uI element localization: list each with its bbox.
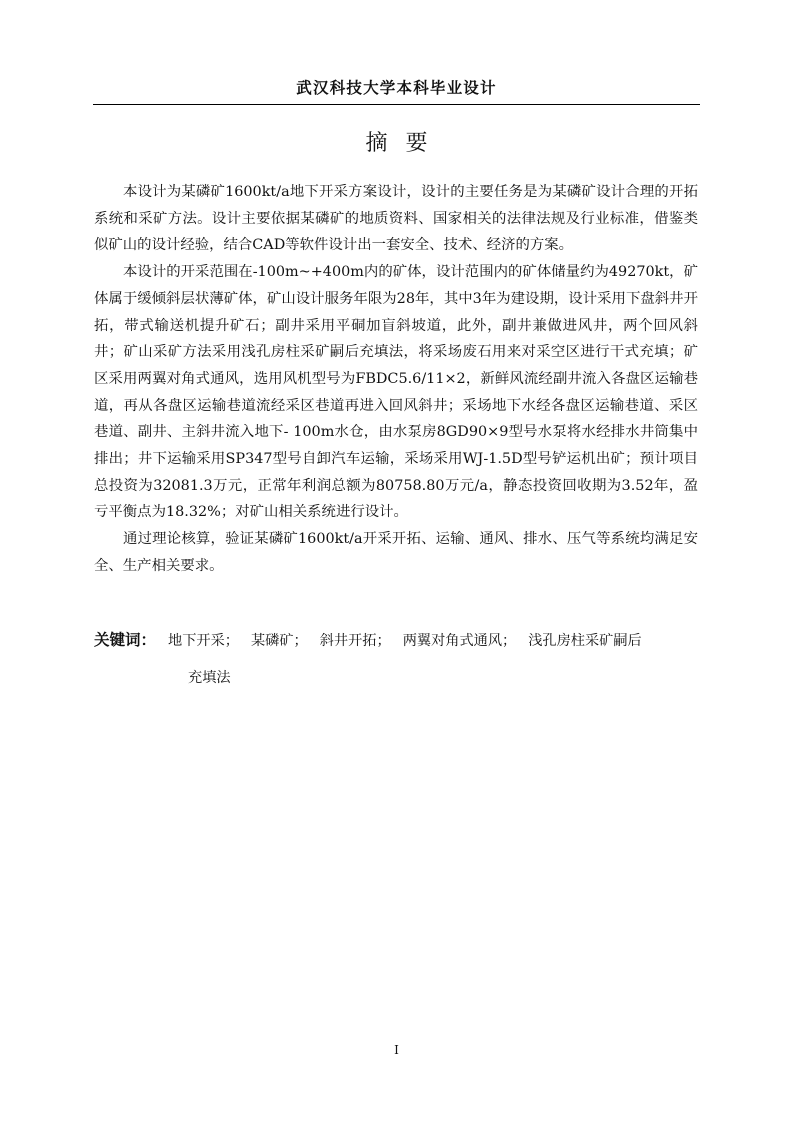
- keywords-label: 关键词：: [94, 631, 157, 649]
- page-number: I: [394, 1043, 399, 1057]
- keyword-item: 地下开采；: [168, 633, 239, 649]
- page-header: [93, 78, 700, 105]
- keywords-row: [94, 627, 700, 654]
- abstract-paragraph-2: 本设计的开采范围在-100m~+400m内的矿体，设计范围内的矿体储量约为49270kt，矿体属于缓倾斜层状薄矿体，矿山设计服务年限为28年，其中3年为建设期，设计采用下盘斜井开拓，带式输送机提升矿石；副井采用平硐加盲斜坡道，此外，副井兼做进风井，两个回风斜井；矿山采矿方法采用浅孔房柱采矿嗣后充填法，将采场废石用来对采空区进行干式充填；矿区采用两翼对角式通风，选用风机型号为FBDC5.6/11×2，新鲜风流经副井流入各盘区运输巷道，再从各盘区运输巷道流经采区巷道再进入回风斜井；采场地下水经各盘区运输巷道、采区巷道、副井、主斜井流入地下- 100m水仓，由水泵房8GD90×9型号水泵将水经排水井筒集中排出；井下运输采用SP347型号自卸汽车运输，采场采用WJ-1.5D型号铲运机出矿；预计项目总投资为32081.3万元，正常年利润总额为80758.80万元/a，静态投资回收期为3.52年，盈亏平衡点为18.32%；对矿山相关系统进行设计。: [94, 264, 698, 521]
- abstract-title: 摘要: [365, 131, 446, 156]
- university-header-text: 武汉科技大学本科毕业设计: [296, 79, 497, 97]
- keyword-item: 斜井开拓；: [319, 633, 391, 649]
- keyword-item: 某磷矿；: [250, 633, 308, 649]
- keywords-section: [94, 627, 700, 691]
- abstract-body: [94, 179, 698, 580]
- abstract-paragraph-3: 通过理论核算，验证某磷矿1600kt/a开采开拓、运输、通风、排水、压气等系统均满足安全、生产相关要求。: [94, 531, 698, 574]
- keyword-item: 浅孔房柱采矿嗣后: [528, 633, 642, 649]
- abstract-paragraph-1: 本设计为某磷矿1600kt/a地下开采方案设计，设计的主要任务是为某磷矿设计合理的开拓系统和采矿方法。设计主要依据某磷矿的地质资料、国家相关的法律法规及行业标准，借鉴类似矿山的设计经验，结合CAD等软件设计出一套安全、技术、经济的方案。: [94, 184, 698, 254]
- keyword-continuation: 充填法: [188, 670, 231, 686]
- keyword-item: 两翼对角式通风；: [402, 633, 517, 649]
